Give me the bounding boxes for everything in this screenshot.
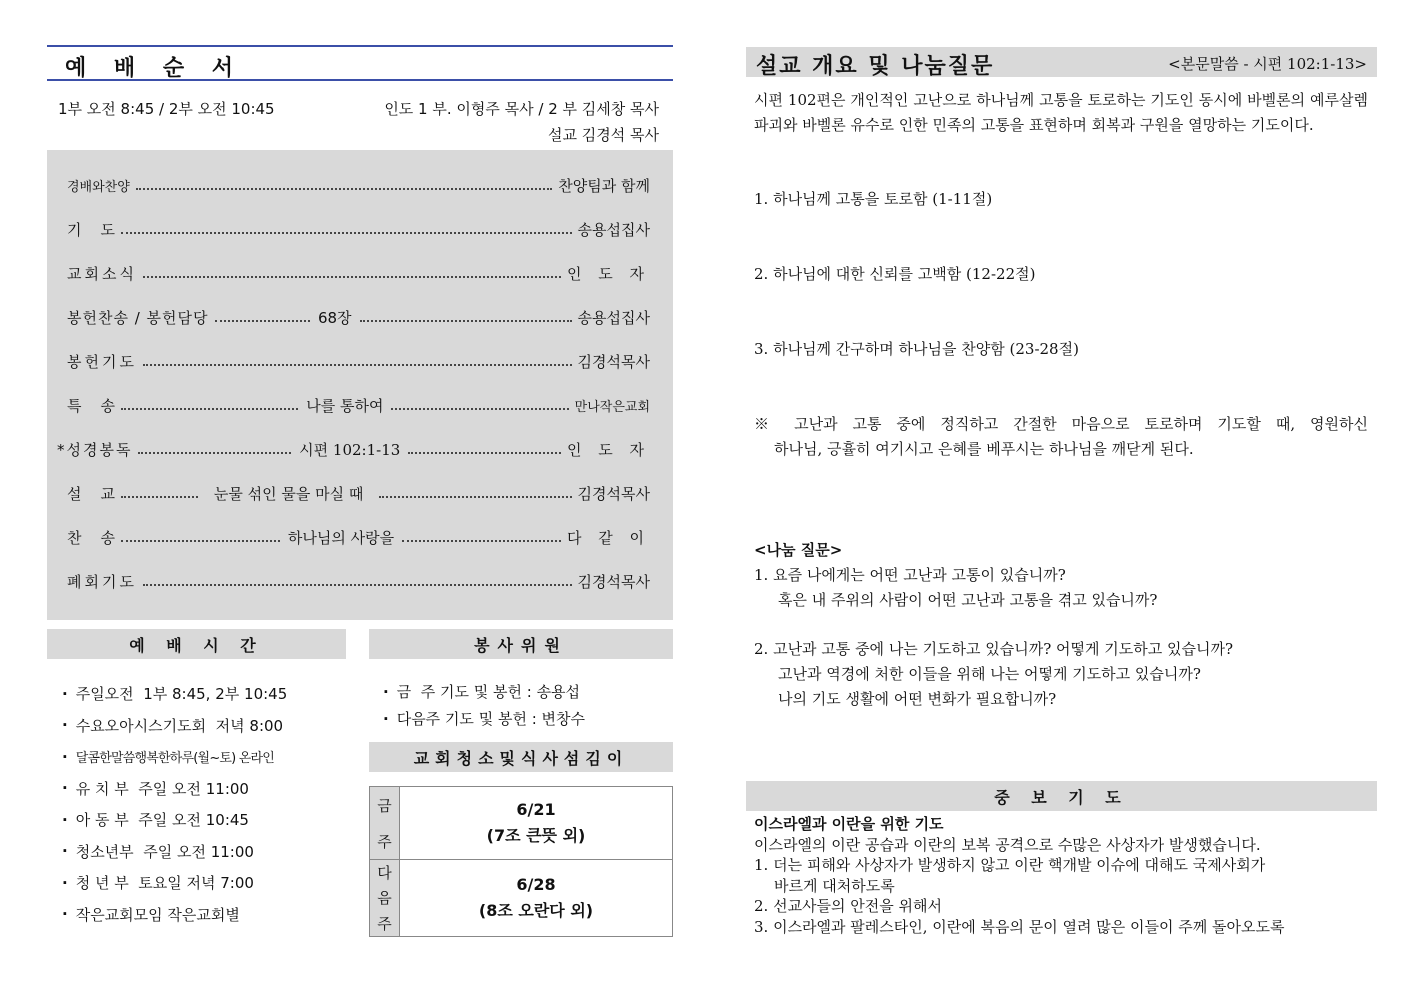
dot-leader — [121, 540, 280, 542]
order-item-label: 경배와찬양 — [67, 179, 130, 195]
cleaning-header: 교회청소및식사섬김이 — [369, 742, 673, 772]
cleaning-group: (8조 오란다 외) — [478, 901, 594, 920]
list-item: · 청 년 부 토요일 저녁 7:00 — [62, 873, 254, 893]
dot-leader — [121, 496, 198, 498]
order-item — [67, 216, 650, 242]
dot-leader — [360, 320, 572, 322]
order-item-person: 찬양팀과 함께 — [558, 176, 650, 195]
order-item-person: 송용섭집사 — [577, 308, 650, 327]
week-label: 금 주 — [370, 787, 399, 859]
prayer-item-cont: 바르게 대처하도록 — [774, 876, 895, 895]
bullet-icon: · — [62, 779, 68, 798]
order-item — [67, 172, 650, 198]
dot-leader — [215, 320, 310, 322]
bullet-icon: · — [62, 873, 68, 892]
sermon-point: 2. 하나님에 대한 신뢰를 고백함 (12-22절) — [754, 265, 1036, 283]
week-label: 다 음 주 — [370, 860, 399, 936]
worship-times-list — [62, 678, 352, 930]
dot-leader — [136, 188, 552, 190]
cleaning-date: 6/28 — [516, 875, 556, 894]
sermon-preacher: 설교 김경석 목사 — [548, 126, 659, 144]
order-item-label: 특 송 — [67, 396, 116, 415]
order-item — [67, 524, 650, 550]
list-item: · 달콤한말씀행복한하루(월~토) 온라인 — [62, 747, 275, 767]
intercession-prayer — [754, 814, 1368, 937]
order-item — [67, 260, 650, 286]
dot-leader — [121, 232, 571, 234]
order-item-person: 인 도 자 — [566, 264, 650, 283]
dot-leader — [138, 452, 291, 454]
order-item — [57, 436, 650, 462]
order-item-person: 김경석목사 — [577, 484, 650, 503]
volunteers-list — [383, 678, 585, 732]
worship-order-list — [47, 150, 673, 620]
bullet-icon: · — [62, 842, 68, 861]
order-item-label: 기 도 — [67, 220, 116, 239]
dot-leader — [143, 584, 572, 586]
dot-leader — [379, 496, 571, 498]
order-item-label: 교회소식 — [67, 264, 137, 283]
cleaning-cell — [399, 860, 672, 936]
sermon-note: ※ 고난과 고통 중에 정직하고 간절한 마음으로 토로하며 기도할 때, 영원하신 하나님, 긍휼히 여기시고 은혜를 베푸시는 하나님을 깨닫게 된다. — [754, 415, 1368, 458]
prayer-item: 2. 선교사들의 안전을 위해서 — [754, 897, 943, 915]
sharing-question: 1. 요즘 나에게는 어떤 고난과 고통이 있습니까? 혹은 내 주위의 사람이 어떤 고난과 고통을 겪고 있습니까? — [754, 566, 1158, 609]
order-item-label: 봉헌기도 — [67, 352, 137, 371]
order-item-detail: 하나님의 사랑을 — [287, 528, 395, 547]
order-item — [67, 304, 650, 330]
list-item: · 주일오전 1부 8:45, 2부 10:45 — [62, 684, 288, 704]
list-item: · 작은교회모임 작은교회별 — [62, 905, 240, 924]
bullet-icon: · — [383, 682, 389, 701]
dot-leader — [121, 408, 298, 410]
worship-order-header — [47, 45, 673, 81]
bullet-icon: · — [62, 747, 68, 766]
list-item: · 금 주 기도 및 봉헌 : 송용섭 — [383, 682, 581, 701]
table-row — [370, 860, 672, 936]
list-item: · 수요오아시스기도회 저녁 8:00 — [62, 716, 284, 735]
order-item-label: 찬 송 — [67, 528, 116, 547]
order-item-person: 다 같 이 — [566, 528, 650, 547]
order-item-label: *성경봉독 — [57, 440, 133, 459]
sermon-header — [746, 47, 1377, 77]
prayer-item: 3. 이스라엘과 팔레스타인, 이란에 복음의 문이 열려 많은 이들이 주께 돌아오도록 — [754, 917, 1285, 936]
order-item-label: 설 교 — [67, 484, 116, 503]
order-item — [67, 348, 650, 374]
order-item-person: 김경석목사 — [577, 572, 650, 591]
order-item-detail: 68장 — [317, 308, 352, 327]
sermon-point: 1. 하나님께 고통을 토로함 (1-11절) — [754, 190, 993, 208]
prayer-item: 1. 더는 피해와 사상자가 발생하지 않고 이란 핵개발 이슈에 대해도 국제사회가 — [754, 856, 1266, 874]
cleaning-group: (7조 큰뜻 외) — [486, 826, 586, 845]
cleaning-table — [369, 786, 673, 937]
order-item — [67, 480, 650, 506]
dot-leader — [143, 364, 572, 366]
bullet-icon: · — [62, 810, 68, 829]
cleaning-date: 6/21 — [516, 800, 556, 819]
prayer-intro: 이스라엘의 이란 공습과 이란의 보복 공격으로 수많은 사상자가 발생했습니다. — [754, 835, 1261, 854]
sharing-question: 2. 고난과 고통 중에 나는 기도하고 있습니까? 어떻게 기도하고 있습니까? 고난과 역경에 처한 이들을 위해 나는 어떻게 기도하고 있습니까? 나의 기도 생활에 어떤 변화가 필요합니까? — [754, 640, 1234, 708]
scripture-reference: <본문말씀 - 시편 102:1-13> — [1168, 55, 1367, 73]
volunteers-header: 봉사위원 — [369, 629, 673, 659]
list-item: · 유 치 부 주일 오전 11:00 — [62, 779, 249, 798]
bullet-icon: · — [383, 709, 389, 728]
order-item-label: 폐회기도 — [67, 572, 137, 591]
intercession-header: 중 보 기 도 — [746, 781, 1377, 811]
order-item-person: 인 도 자 — [566, 440, 650, 459]
worship-times-header: 예 배 시 간 — [47, 629, 346, 659]
worship-order-title: 예 배 순 서 — [65, 56, 243, 81]
order-item-person: 만나작은교회 — [574, 399, 651, 415]
sermon-point: 3. 하나님께 간구하며 하나님을 찬양함 (23-28절) — [754, 340, 1079, 358]
order-item-person: 김경석목사 — [577, 352, 650, 371]
dot-leader — [143, 276, 561, 278]
order-item — [67, 568, 650, 594]
bullet-icon: · — [62, 905, 68, 924]
order-item-detail: 시편 102:1-13 — [299, 440, 401, 459]
service-times: 1부 오전 8:45 / 2부 오전 10:45 — [58, 100, 275, 118]
dot-leader — [402, 540, 561, 542]
service-leaders: 인도 1 부. 이형주 목사 / 2 부 김세창 목사 — [384, 100, 659, 118]
sermon-title: 설교 개요 및 나눔질문 — [756, 54, 995, 79]
dot-leader — [391, 408, 568, 410]
order-item-detail: 나를 통하여 — [306, 396, 384, 415]
order-item-person: 송용섭집사 — [577, 220, 650, 239]
order-item-detail: 눈물 섞인 물을 마실 때 — [213, 484, 364, 503]
list-item: · 아 동 부 주일 오전 10:45 — [62, 810, 249, 830]
list-item: · 다음주 기도 및 봉헌 : 변창수 — [383, 709, 585, 728]
cleaning-cell — [399, 787, 672, 859]
order-item-label: 봉헌찬송 / 봉헌담당 — [67, 308, 209, 327]
bullet-icon: · — [62, 684, 68, 703]
sharing-questions-title: <나눔 질문> — [754, 541, 843, 559]
table-row — [370, 787, 672, 860]
sermon-summary: 시편 102편은 개인적인 고난으로 하나님께 고통을 토로하는 기도인 동시에 바벨론의 예루살렘 파괴와 바벨론 유수로 인한 민족의 고통을 표현하며 회복과 구원을 열망하는 기도이다. — [754, 91, 1368, 134]
order-item — [67, 392, 650, 418]
bullet-icon: · — [62, 716, 68, 735]
prayer-topic: 이스라엘과 이란을 위한 기도 — [754, 815, 944, 833]
list-item: · 청소년부 주일 오전 11:00 — [62, 842, 254, 861]
dot-leader — [408, 452, 561, 454]
